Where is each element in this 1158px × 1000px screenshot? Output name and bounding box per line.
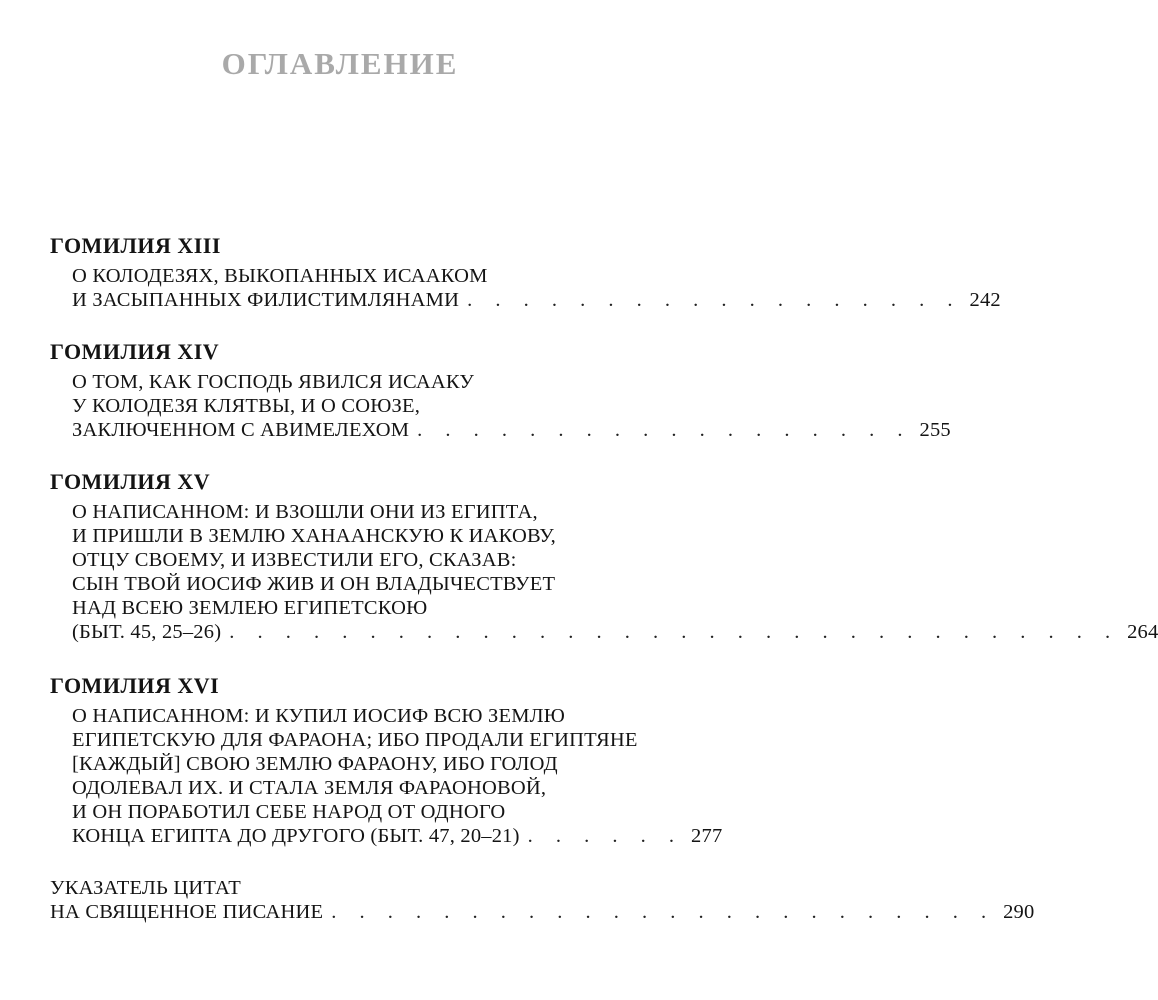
page-number: 290 (1003, 901, 1035, 923)
entry-line: О КОЛОДЕЗЯХ, ВЫКОПАННЫХ ИСААКОМ (72, 265, 488, 287)
entry-line: ОТЦУ СВОЕМУ, И ИЗВЕСТИЛИ ЕГО, СКАЗАВ: (72, 549, 517, 571)
entry-line: ЗАКЛЮЧЕННОМ С АВИМЕЛЕХОМ (72, 419, 410, 441)
page-number: 255 (919, 419, 951, 441)
toc-section-xvi (50, 672, 723, 848)
section-heading: ГОМИЛИЯ XV (50, 469, 211, 494)
entry-line: ЕГИПЕТСКУЮ ДЛЯ ФАРАОНА; ИБО ПРОДАЛИ ЕГИПТЯНЕ (72, 729, 638, 751)
toc-entry[interactable] (72, 264, 1001, 312)
dot-leader: . . . . . . . . . . . . . . . . . . . . . . . . (331, 901, 996, 923)
toc-section-xv (50, 468, 1158, 644)
entry-last-line (72, 418, 951, 442)
entry-line: И ЗАСЫПАННЫХ ФИЛИСТИМЛЯНАМИ (72, 289, 460, 311)
toc-section-xiii (50, 232, 1001, 312)
entry-last-line (72, 288, 1001, 312)
dot-leader: . . . . . . . . . . . . . . . . . . . . . . . . . . . . . . . . (229, 621, 1120, 643)
entry-line: И ПРИШЛИ В ЗЕМЛЮ ХАНААНСКУЮ К ИАКОВУ, (72, 525, 556, 547)
page-number: 277 (691, 825, 723, 847)
entry-line: (БЫТ. 45, 25–26) (72, 621, 222, 643)
dot-leader: . . . . . . (527, 825, 684, 847)
toc-index-entry[interactable] (50, 876, 1035, 924)
section-heading: ГОМИЛИЯ XIII (50, 233, 221, 258)
entry-line: СЫН ТВОЙ ИОСИФ ЖИВ И ОН ВЛАДЫЧЕСТВУЕТ (72, 573, 556, 595)
dot-leader: . . . . . . . . . . . . . . . . . . (467, 289, 962, 311)
entry-line: О ТОМ, КАК ГОСПОДЬ ЯВИЛСЯ ИСААКУ (72, 371, 475, 393)
toc-entry[interactable] (72, 500, 1158, 644)
toc-section-xiv (50, 338, 951, 442)
entry-last-line (50, 900, 1035, 924)
section-heading: ГОМИЛИЯ XVI (50, 673, 220, 698)
toc-entry[interactable] (72, 704, 723, 848)
entry-line: И ОН ПОРАБОТИЛ СЕБЕ НАРОД ОТ ОДНОГО (72, 801, 506, 823)
page-number: 264 (1127, 621, 1158, 643)
entry-line: ОДОЛЕВАЛ ИХ. И СТАЛА ЗЕМЛЯ ФАРАОНОВОЙ, (72, 777, 547, 799)
section-heading: ГОМИЛИЯ XIV (50, 339, 220, 364)
entry-last-line (72, 824, 723, 848)
entry-line: [КАЖДЫЙ] СВОЮ ЗЕМЛЮ ФАРАОНУ, ИБО ГОЛОД (72, 753, 558, 775)
page-number: 242 (969, 289, 1001, 311)
page-title: ОГЛАВЛЕНИЕ (221, 46, 459, 81)
entry-line: НА СВЯЩЕННОЕ ПИСАНИЕ (50, 901, 324, 923)
entry-line: У КОЛОДЕЗЯ КЛЯТВЫ, И О СОЮЗЕ, (72, 395, 421, 417)
entry-line: КОНЦА ЕГИПТА ДО ДРУГОГО (БЫТ. 47, 20–21) (72, 825, 520, 847)
entry-line: УКАЗАТЕЛЬ ЦИТАТ (50, 877, 241, 899)
dot-leader: . . . . . . . . . . . . . . . . . . (417, 419, 912, 441)
entry-line: О НАПИСАННОМ: И КУПИЛ ИОСИФ ВСЮ ЗЕМЛЮ (72, 705, 566, 727)
entry-last-line (72, 620, 1158, 644)
toc-entry[interactable] (72, 370, 951, 442)
entry-line: НАД ВСЕЮ ЗЕМЛЕЮ ЕГИПЕТСКОЮ (72, 597, 428, 619)
entry-line: О НАПИСАННОМ: И ВЗОШЛИ ОНИ ИЗ ЕГИПТА, (72, 501, 538, 523)
